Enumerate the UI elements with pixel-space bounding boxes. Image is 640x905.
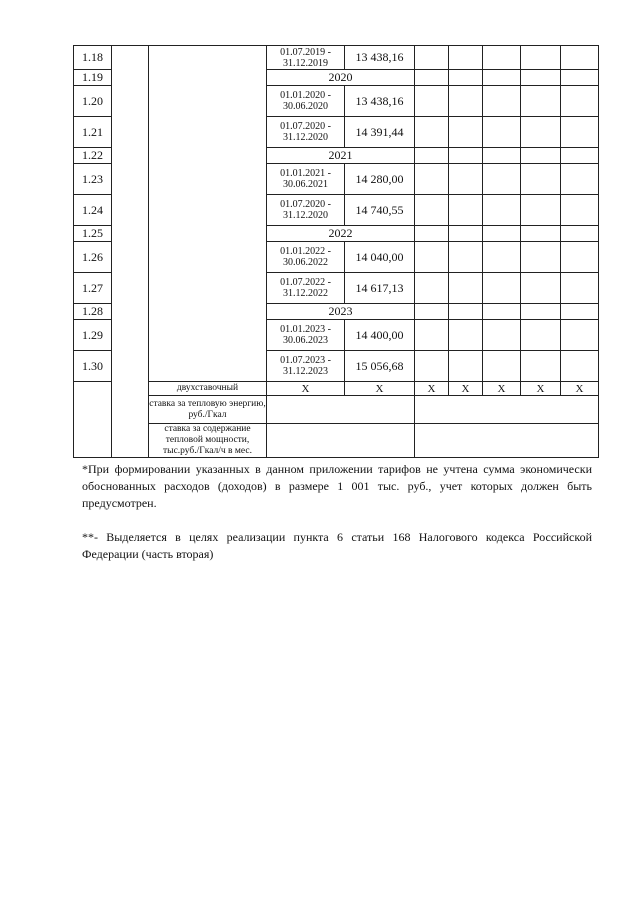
merged-period-value [267, 424, 415, 458]
footnotes [82, 461, 592, 563]
empty-cell [561, 164, 599, 195]
tariff-value: 14 280,00 [345, 164, 415, 195]
empty-cell [449, 195, 483, 226]
empty-cell [561, 304, 599, 320]
period-cell [267, 164, 345, 195]
empty-cell [521, 351, 561, 382]
row-number: 1.29 [74, 320, 112, 351]
footnote-1: *При формировании указанных в данном приложении тарифов не учтена сумма экономически обоснованных расходов (доходов) в размере 1 001 тыс. руб., учет которых должен быть предусмотрен. [82, 462, 592, 510]
x-mark: Х [267, 382, 345, 396]
empty-cell [483, 148, 521, 164]
empty-cell [449, 273, 483, 304]
x-mark: Х [345, 382, 415, 396]
empty-cell [449, 304, 483, 320]
row-number: 1.19 [74, 70, 112, 86]
empty-cell [521, 86, 561, 117]
empty-cell [449, 46, 483, 70]
empty-cell [449, 226, 483, 242]
empty-cell [449, 320, 483, 351]
empty-cell [449, 86, 483, 117]
empty-cell [521, 273, 561, 304]
empty-cell [521, 148, 561, 164]
empty-cell [415, 164, 449, 195]
empty-cell [415, 86, 449, 117]
empty-cell [561, 148, 599, 164]
period-cell [267, 242, 345, 273]
empty-cell [415, 226, 449, 242]
empty-cell [521, 117, 561, 148]
row-number: 1.25 [74, 226, 112, 242]
empty-cell [483, 164, 521, 195]
period-start: 01.01.2022 - [280, 246, 331, 257]
row-number: 1.24 [74, 195, 112, 226]
x-mark: Х [521, 382, 561, 396]
merged-empty [415, 424, 599, 458]
empty-cell [483, 70, 521, 86]
empty-cell [561, 351, 599, 382]
table-row-twopart [74, 382, 599, 396]
period-start: 01.01.2020 - [280, 90, 331, 101]
empty-cell [521, 226, 561, 242]
empty-cell [483, 273, 521, 304]
x-mark: Х [561, 382, 599, 396]
empty-cell [449, 242, 483, 273]
empty-cell [561, 242, 599, 273]
empty-cell [521, 195, 561, 226]
period-cell [267, 351, 345, 382]
period-start: 01.01.2023 - [280, 324, 331, 335]
tariff-value: 14 617,13 [345, 273, 415, 304]
empty-cell [521, 242, 561, 273]
empty-cell [449, 70, 483, 86]
empty-cell [561, 86, 599, 117]
empty-cell [521, 304, 561, 320]
empty-cell [415, 46, 449, 70]
tariff-value: 14 740,55 [345, 195, 415, 226]
row-number: 1.23 [74, 164, 112, 195]
empty-cell [483, 351, 521, 382]
row-number: 1.21 [74, 117, 112, 148]
capacity-rate-label: ставка за содержание тепловой мощности, тыс.руб./Гкал/ч в мес. [149, 424, 267, 458]
empty-cell [521, 320, 561, 351]
period-start: 01.07.2022 - [280, 277, 331, 288]
row-number-empty [74, 382, 112, 458]
merged-empty [415, 396, 599, 424]
period-cell [267, 46, 345, 70]
empty-cell [561, 226, 599, 242]
period-cell [267, 117, 345, 148]
tariff-value: 13 438,16 [345, 46, 415, 70]
row-number: 1.20 [74, 86, 112, 117]
table-row [74, 46, 599, 70]
row-number: 1.22 [74, 148, 112, 164]
year-cell: 2022 [267, 226, 415, 242]
empty-cell [483, 320, 521, 351]
x-mark: Х [449, 382, 483, 396]
period-start: 01.07.2019 - [280, 46, 331, 58]
empty-cell [415, 117, 449, 148]
tariff-value: 14 040,00 [345, 242, 415, 273]
empty-cell [415, 242, 449, 273]
empty-cell [449, 351, 483, 382]
empty-cell [415, 320, 449, 351]
tariff-value: 14 400,00 [345, 320, 415, 351]
period-cell [267, 86, 345, 117]
period-end: 31.12.2019 [283, 57, 328, 69]
empty-cell [415, 304, 449, 320]
period-end: 30.06.2022 [283, 257, 328, 268]
period-end: 31.12.2022 [283, 288, 328, 299]
period-end: 31.12.2020 [283, 132, 328, 143]
period-end: 30.06.2021 [283, 179, 328, 190]
empty-cell [415, 195, 449, 226]
period-start: 01.07.2020 - [280, 199, 331, 210]
empty-cell [521, 164, 561, 195]
empty-cell [483, 304, 521, 320]
empty-cell [561, 320, 599, 351]
year-cell: 2021 [267, 148, 415, 164]
empty-cell [483, 195, 521, 226]
empty-cell [415, 148, 449, 164]
empty-cell [483, 86, 521, 117]
empty-cell [561, 195, 599, 226]
tariff-value: 14 391,44 [345, 117, 415, 148]
period-start: 01.07.2023 - [280, 355, 331, 366]
empty-cell [521, 70, 561, 86]
empty-cell [561, 70, 599, 86]
empty-cell [415, 351, 449, 382]
empty-cell [449, 148, 483, 164]
empty-cell [415, 273, 449, 304]
row-number: 1.28 [74, 304, 112, 320]
tariff-value: 15 056,68 [345, 351, 415, 382]
period-start: 01.07.2020 - [280, 121, 331, 132]
row-number: 1.27 [74, 273, 112, 304]
empty-col-cell [112, 46, 149, 458]
row-number: 1.18 [74, 46, 112, 70]
energy-rate-label: ставка за тепловую энергию, руб./Гкал [149, 396, 267, 424]
period-end: 31.12.2023 [283, 366, 328, 377]
category-cell [149, 46, 267, 382]
tariff-value: 13 438,16 [345, 86, 415, 117]
tariff-table-body [74, 46, 599, 458]
footnote-2: **- Выделяется в целях реализации пункта 6 статьи 168 Налогового кодекса Российской Федерации (часть вторая) [82, 530, 592, 561]
table-row-capacity-rate [74, 424, 599, 458]
period-start: 01.01.2021 - [280, 168, 331, 179]
empty-cell [561, 46, 599, 70]
empty-cell [449, 164, 483, 195]
period-end: 30.06.2020 [283, 101, 328, 112]
empty-cell [483, 117, 521, 148]
period-end: 30.06.2023 [283, 335, 328, 346]
twopart-label: двухставочный [149, 382, 267, 396]
empty-cell [483, 226, 521, 242]
table-row-energy-rate [74, 396, 599, 424]
x-mark: Х [415, 382, 449, 396]
period-cell [267, 273, 345, 304]
year-cell: 2023 [267, 304, 415, 320]
period-cell [267, 320, 345, 351]
empty-cell [561, 117, 599, 148]
empty-cell [415, 70, 449, 86]
empty-cell [521, 46, 561, 70]
x-mark: Х [483, 382, 521, 396]
empty-cell [483, 242, 521, 273]
period-end: 31.12.2020 [283, 210, 328, 221]
year-cell: 2020 [267, 70, 415, 86]
tariff-table [73, 45, 599, 458]
empty-cell [561, 273, 599, 304]
row-number: 1.26 [74, 242, 112, 273]
period-cell [267, 195, 345, 226]
empty-cell [483, 46, 521, 70]
empty-cell [449, 117, 483, 148]
merged-period-value [267, 396, 415, 424]
row-number: 1.30 [74, 351, 112, 382]
